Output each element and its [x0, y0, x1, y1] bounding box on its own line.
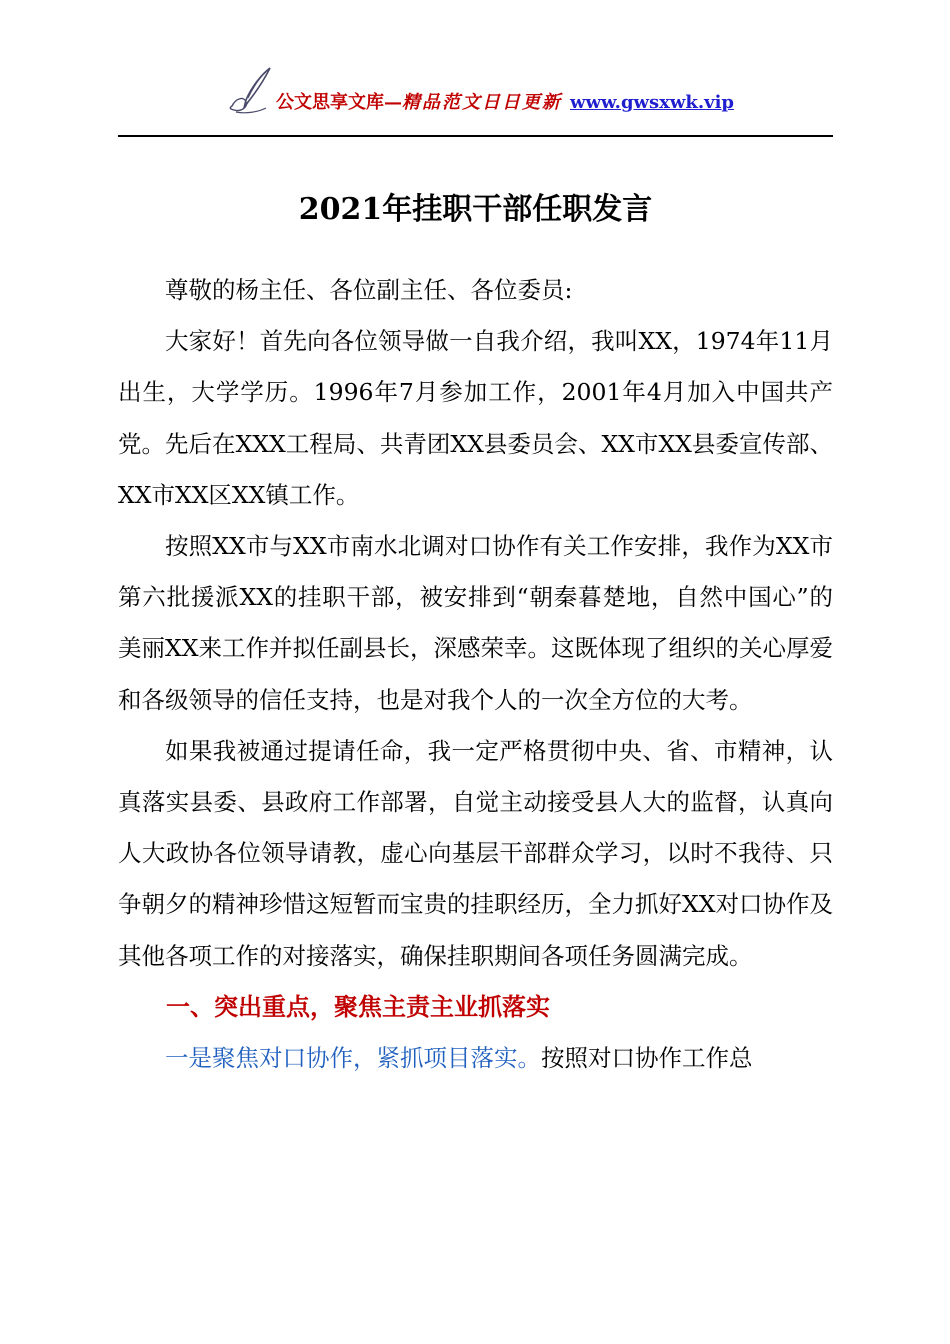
brand-name: 公文思享文库	[276, 92, 384, 113]
paragraph-commitment: 如果我被通过提请任命，我一定严格贯彻中央、省、市精神，认真落实县委、县政府工作部署，自觉主动接受县人大的监督，认真向人大政协各位领导请教，虚心向基层干部群众学习，以时不我待、只争朝夕的精神珍惜这短暂而宝贵的挂职经历，全力抓好XX对口协作及其他各项工作的对接落实，确保挂职期间各项任务圆满完成。	[118, 736, 833, 970]
paragraph-section-one	[118, 1033, 833, 1084]
document-body	[118, 265, 833, 1084]
quill-pen-icon	[226, 64, 278, 116]
header-slogan: 精品范文日日更新	[402, 92, 562, 113]
section-heading: 一、突出重点，聚焦主责主业抓落实	[166, 992, 550, 1021]
document-title: 2021年挂职干部任职发言	[298, 192, 653, 227]
salutation: 尊敬的杨主任、各位副主任、各位委员:	[165, 276, 573, 304]
header-text	[276, 90, 734, 116]
paragraph-assignment: 按照XX市与XX市南水北调对口协作有关工作安排，我作为XX市第六批援派XX的挂职干部，被安排到“朝秦暮楚地，自然中国心”的美丽XX来工作并拟任副县长，深感荣幸。这既体现了组织的关心厚爱和各级领导的信任支持，也是对我个人的一次全方位的大考。	[118, 532, 833, 714]
header-dash: —	[384, 92, 402, 113]
paragraph-text: 按照对口协作工作总	[541, 1044, 753, 1073]
paragraph-intro: 大家好！首先向各位领导做一自我介绍，我叫XX，1974年11月出生，大学学历。1996年7月参加工作，2001年4月加入中国共产党。先后在XXX工程局、共青团XX县委员会、XX市XX县委宣传部、XX市XX区XX镇工作。	[118, 327, 833, 509]
site-link[interactable]: www.gwsxwk.vip	[570, 92, 735, 113]
page-header	[118, 60, 833, 130]
header-divider	[118, 135, 833, 137]
paragraph-lead: 一是聚焦对口协作，紧抓项目落实。	[165, 1044, 541, 1073]
